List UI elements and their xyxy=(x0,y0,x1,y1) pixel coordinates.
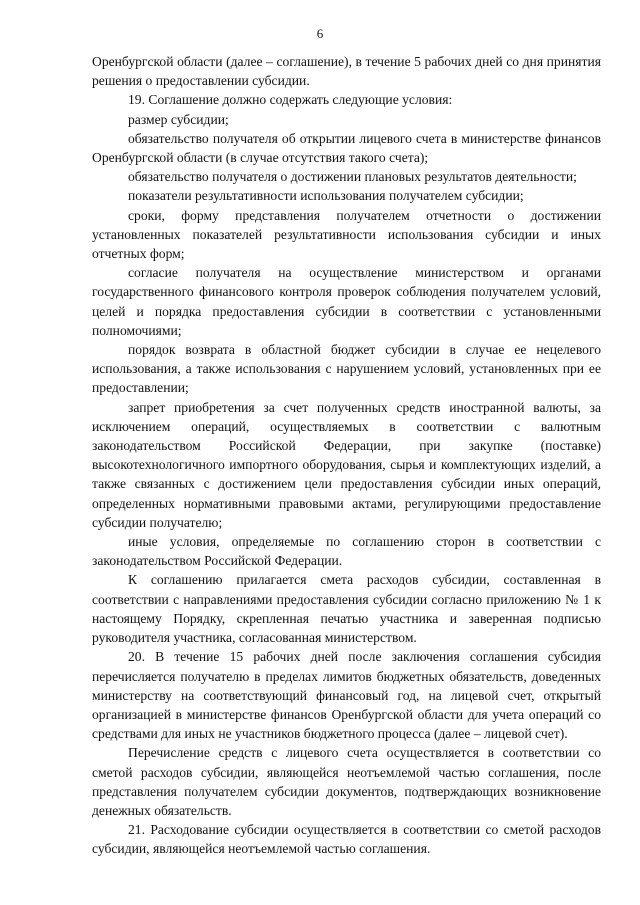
paragraph-clause-20: 20. В течение 15 рабочих дней после заключения соглашения субсидия перечисляется получателю в пределах лимитов бюджетных обязательств, доведенных министерству на соответствующий финансовый год, на лицевой счет, открытый организацией в министерстве финансов Оренбургской области для учета операций со средствами для иных не участников бюджетного процесса (далее – лицевой счет). xyxy=(92,649,601,742)
paragraph-subsidy-amount: размер субсидии; xyxy=(128,111,229,127)
paragraph-clause-21: 21. Расходование субсидии осуществляется в соответствии со сметой расходов субсидии, являющейся неотъемлемой частью соглашения. xyxy=(92,822,601,857)
document-body xyxy=(92,52,601,859)
paragraph-refund-procedure: порядок возврата в областной бюджет субсидии в случае ее нецелевого использования, а также использования с нарушением условий, установленных при ее предоставлении; xyxy=(92,342,601,396)
paragraph-planned-results: обязательство получателя о достижении плановых результатов деятельности; xyxy=(128,169,577,185)
page-number: 6 xyxy=(316,26,324,41)
paragraph-continuation: Оренбургской области (далее – соглашение), в течение 5 рабочих дней со дня принятия решения о предоставлении субсидии. xyxy=(92,54,601,89)
paragraph-transfer: Перечисление средств с лицевого счета осуществляется в соответствии со сметой расходов субсидии, являющейся неотъемлемой частью соглашения, после представления получателем субсидии документов, подтверждающих возникновение денежных обязательств. xyxy=(92,745,601,818)
paragraph-audit-consent: согласие получателя на осуществление министерством и органами государственного финансового контроля проверок соблюдения получателем условий, целей и порядка предоставления субсидии в соответствии с установленными полномочиями; xyxy=(92,265,601,338)
paragraph-reporting: сроки, форму представления получателем отчетности о достижении установленных показателей результативности использования субсидии и иных отчетных форм; xyxy=(92,207,601,262)
paragraph-currency-ban: запрет приобретения за счет полученных средств иностранной валюты, за исключением операций, осуществляемых в соответствии с валютным законодательством Российской Федерации, при закупке (поставке) высокотехнологичного импортного оборудования, сырья и комплектующих изделий, а также связанных с достижением цели предоставления субсидии иных операций, определенных нормативными правовыми актами, регулирующими предоставление субсидии получателю; xyxy=(92,399,601,530)
paragraph-account-opening: обязательство получателя об открытии лицевого счета в министерстве финансов Оренбургской области (в случае отсутствия такого счета); xyxy=(92,130,601,166)
paragraph-clause-19: 19. Соглашение должно содержать следующие условия: xyxy=(128,92,453,108)
paragraph-performance-indicators: показатели результативности использования получателем субсидии; xyxy=(128,188,524,204)
paragraph-cost-estimate: К соглашению прилагается смета расходов субсидии, составленная в соответствии с направлениями предоставления субсидии согласно приложению № 1 к настоящему Порядку, скрепленная печатью участника и заверенная подписью руководителя участника, согласованная министерством. xyxy=(92,572,601,646)
paragraph-other-terms: иные условия, определяемые по соглашению сторон в соответствии с законодательством Российской Федерации. xyxy=(92,534,601,569)
